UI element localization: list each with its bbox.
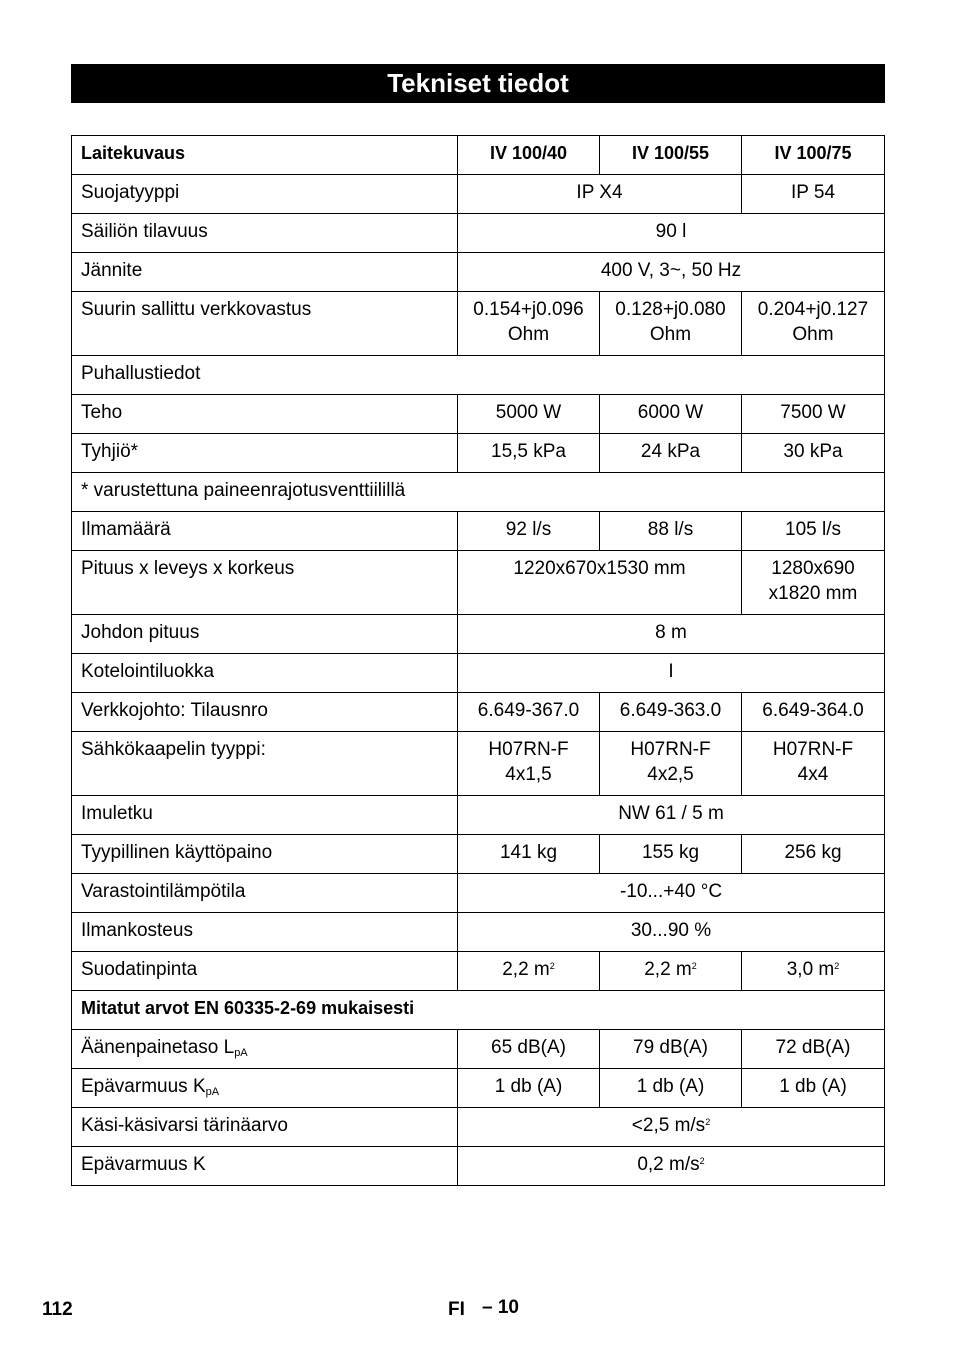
table-header-row: [72, 136, 885, 175]
row-value: 1 db (A): [600, 1069, 742, 1108]
row-value: [458, 1147, 885, 1186]
table-row: [72, 512, 885, 551]
row-label: Tyypillinen käyttöpaino: [72, 835, 458, 874]
row-label: Ilmankosteus: [72, 913, 458, 952]
row-value: 24 kPa: [600, 434, 742, 473]
row-value: 1220x670x1530 mm: [458, 551, 742, 615]
value-line: H07RN-F: [630, 739, 711, 760]
header-model-2: IV 100/55: [600, 136, 742, 175]
row-value: 6.649-367.0: [458, 693, 600, 732]
row-value: 400 V, 3~, 50 Hz: [458, 253, 885, 292]
row-label: Kotelointiluokka: [72, 654, 458, 693]
row-value: 8 m: [458, 615, 885, 654]
row-value: 256 kg: [742, 835, 885, 874]
table-note-row: [72, 473, 885, 512]
row-value: [742, 551, 885, 615]
row-value: 141 kg: [458, 835, 600, 874]
table-row: [72, 434, 885, 473]
row-value: 6.649-364.0: [742, 693, 885, 732]
row-value: 79 dB(A): [600, 1030, 742, 1069]
value-line: Ohm: [792, 324, 834, 345]
table-row: [72, 175, 885, 214]
superscript: 2: [691, 961, 697, 971]
row-value: [600, 732, 742, 796]
language-code: FI: [448, 1299, 465, 1320]
row-label: Johdon pituus: [72, 615, 458, 654]
row-value: 88 l/s: [600, 512, 742, 551]
subscript: pA: [234, 1047, 248, 1059]
row-value: 65 dB(A): [458, 1030, 600, 1069]
superscript: 2: [549, 961, 555, 971]
table-row: [72, 551, 885, 615]
table-row: [72, 1147, 885, 1186]
table-row: [72, 796, 885, 835]
row-value: 15,5 kPa: [458, 434, 600, 473]
table-row: [72, 1108, 885, 1147]
row-label: Käsi-käsivarsi tärinäarvo: [72, 1108, 458, 1147]
table-row: [72, 732, 885, 796]
table-row: [72, 693, 885, 732]
table-row: [72, 913, 885, 952]
footnote-label: * varustettuna paineenrajotusventtiilillä: [72, 473, 885, 512]
row-value: 90 l: [458, 214, 885, 253]
row-value: 6.649-363.0: [600, 693, 742, 732]
row-label: Teho: [72, 395, 458, 434]
row-value: [600, 952, 742, 991]
row-value: 92 l/s: [458, 512, 600, 551]
row-label: Ilmamäärä: [72, 512, 458, 551]
value-line: Ohm: [507, 324, 550, 345]
value-line: x1820 mm: [768, 583, 858, 604]
table-row: [72, 874, 885, 913]
value-line: 0.204+j0.127: [757, 299, 869, 320]
value-line: 4x1,5: [505, 764, 552, 785]
row-value: [600, 292, 742, 356]
table-row: [72, 292, 885, 356]
row-value: 105 l/s: [742, 512, 885, 551]
row-value: 5000 W: [458, 395, 600, 434]
table-section-row: [72, 356, 885, 395]
table-row: [72, 1069, 885, 1108]
value-text: 2,2 m: [502, 959, 550, 980]
subscript: pA: [205, 1086, 220, 1098]
row-value: -10...+40 °C: [458, 874, 885, 913]
table-row: [72, 1030, 885, 1069]
header-model-3: IV 100/75: [742, 136, 885, 175]
row-value: [458, 1108, 885, 1147]
row-label: Sähkökaapelin tyyppi:: [72, 732, 458, 796]
row-value: 1 db (A): [458, 1069, 600, 1108]
row-label: Suojatyyppi: [72, 175, 458, 214]
row-label: Suurin sallittu verkkovastus: [72, 292, 458, 356]
superscript: 2: [705, 1117, 711, 1127]
value-line: 0.154+j0.096: [473, 299, 584, 320]
value-line: 0.128+j0.080: [615, 299, 726, 320]
label-text: Epävarmuus K: [81, 1076, 206, 1097]
row-value: 6000 W: [600, 395, 742, 434]
row-value: [742, 732, 885, 796]
row-label: Verkkojohto: Tilausnro: [72, 693, 458, 732]
page-number: 112: [42, 1299, 73, 1320]
header-model-1: IV 100/40: [458, 136, 600, 175]
row-value: 30...90 %: [458, 913, 885, 952]
table-row: [72, 952, 885, 991]
value-line: 4x4: [797, 764, 829, 785]
row-value: NW 61 / 5 m: [458, 796, 885, 835]
technical-data-table: [71, 135, 885, 1186]
row-label: Tyhjiö*: [72, 434, 458, 473]
value-line: 4x2,5: [647, 764, 694, 785]
table-row: [72, 214, 885, 253]
label-text: Äänenpainetaso L: [81, 1037, 235, 1058]
row-value: [458, 732, 600, 796]
table-row: [72, 835, 885, 874]
value-line: H07RN-F: [488, 739, 569, 760]
row-value: IP X4: [458, 175, 742, 214]
row-label: Säiliön tilavuus: [72, 214, 458, 253]
row-label: Jännite: [72, 253, 458, 292]
section-page-number: – 10: [482, 1297, 519, 1318]
value-line: 1280x690: [771, 558, 855, 579]
value-line: Ohm: [649, 324, 692, 345]
row-value: [458, 952, 600, 991]
table-row: [72, 615, 885, 654]
page-title: Tekniset tiedot: [71, 64, 885, 103]
row-label: [72, 1030, 458, 1069]
value-line: H07RN-F: [772, 739, 854, 760]
value-text: 3,0 m: [786, 959, 835, 980]
row-label: Pituus x leveys x korkeus: [72, 551, 458, 615]
row-value: IP 54: [742, 175, 885, 214]
section-label: Mitatut arvot EN 60335-2-69 mukaisesti: [72, 991, 885, 1030]
row-label: Suodatinpinta: [72, 952, 458, 991]
row-value: [458, 292, 600, 356]
row-value: 72 dB(A): [742, 1030, 885, 1069]
row-value: I: [458, 654, 885, 693]
row-value: [742, 292, 885, 356]
superscript: 2: [834, 961, 840, 971]
value-text: <2,5 m/s: [631, 1115, 706, 1136]
section-label: Puhallustiedot: [72, 356, 885, 395]
row-label: [72, 1069, 458, 1108]
row-value: 30 kPa: [742, 434, 885, 473]
row-label: Imuletku: [72, 796, 458, 835]
row-value: 7500 W: [742, 395, 885, 434]
table-row: [72, 654, 885, 693]
value-text: 2,2 m: [644, 959, 692, 980]
row-label: Varastointilämpötila: [72, 874, 458, 913]
table-row: [72, 395, 885, 434]
row-label: Epävarmuus K: [72, 1147, 458, 1186]
superscript: 2: [699, 1156, 705, 1166]
value-text: 0,2 m/s: [637, 1154, 700, 1175]
row-value: [742, 952, 885, 991]
row-value: 155 kg: [600, 835, 742, 874]
table-row: [72, 253, 885, 292]
row-value: 1 db (A): [742, 1069, 885, 1108]
table-section-row: [72, 991, 885, 1030]
header-label: Laitekuvaus: [72, 136, 458, 175]
